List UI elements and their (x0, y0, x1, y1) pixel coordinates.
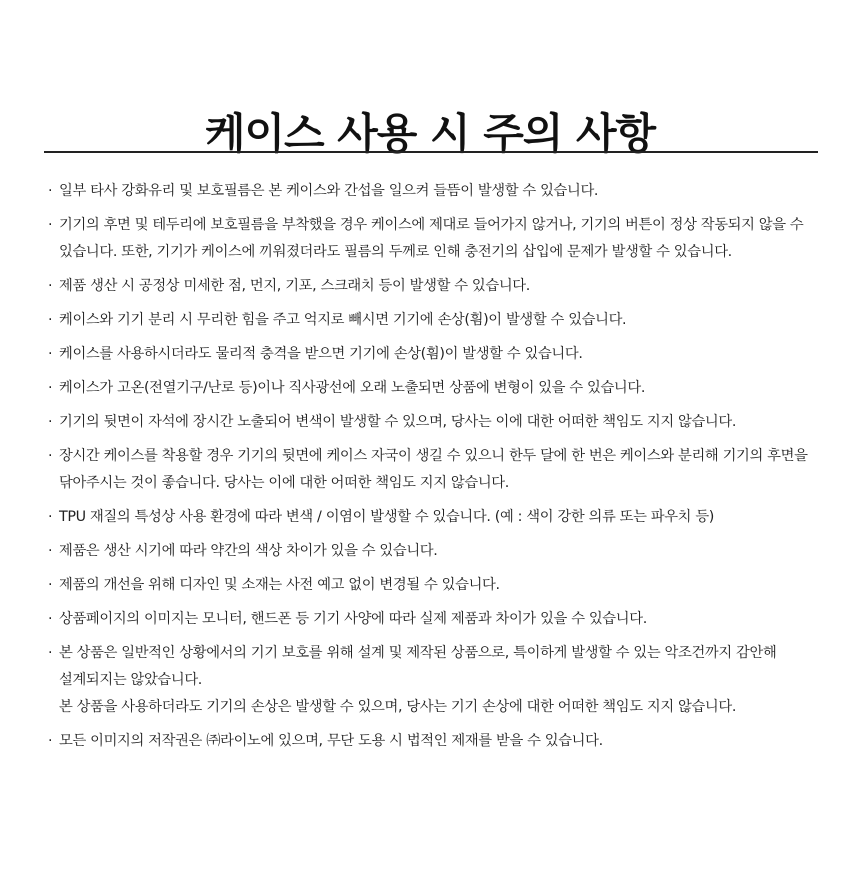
caution-text: 제품의 개선을 위해 디자인 및 소재는 사전 예고 없이 변경될 수 있습니다. (59, 577, 500, 593)
caution-item (46, 538, 826, 565)
caution-text: 기기의 후면 및 테두리에 보호필름을 부착했을 경우 케이스에 제대로 들어가지 않거나, 기기의 버튼이 정상 작동되지 않을 수 (59, 217, 804, 233)
bullet-mark: · (48, 645, 53, 661)
caution-text: 일부 타사 강화유리 및 보호필름은 본 케이스와 간섭을 일으켜 들뜸이 발생할 수 있습니다. (59, 183, 599, 199)
title-divider (44, 151, 818, 153)
bullet-mark: · (48, 577, 53, 593)
caution-text: TPU 재질의 특성상 사용 환경에 따라 변색 / 이염이 발생할 수 있습니다. (예 : 색이 강한 의류 또는 파우치 등) (59, 509, 715, 525)
caution-text: 제품 생산 시 공정상 미세한 점, 먼지, 기포, 스크래치 등이 발생할 수 있습니다. (59, 278, 530, 294)
caution-text: 모든 이미지의 저작권은 ㈜라이노에 있으며, 무단 도용 시 법적인 제재를 받을 수 있습니다. (59, 733, 603, 749)
caution-text: 있습니다. 또한, 기기가 케이스에 끼워졌더라도 필름의 두께로 인해 충전기의 삽입에 문제가 발생할 수 있습니다. (59, 244, 732, 260)
bullet-mark: · (48, 183, 53, 199)
caution-text: 케이스와 기기 분리 시 무리한 힘을 주고 억지로 빼시면 기기에 손상(흼)이 발생할 수 있습니다. (59, 312, 627, 328)
caution-item (46, 728, 826, 755)
caution-item (46, 640, 826, 721)
bullet-mark: · (48, 217, 53, 233)
bullet-mark: · (48, 380, 53, 396)
caution-item (46, 375, 826, 402)
caution-text: 장시간 케이스를 착용할 경우 기기의 뒷면에 케이스 자국이 생길 수 있으니 한두 달에 한 번은 케이스와 분리해 기기의 후면을 (59, 448, 808, 464)
caution-text: 닦아주시는 것이 좋습니다. 당사는 이에 대한 어떠한 책임도 지지 않습니다. (59, 475, 509, 491)
caution-item (46, 606, 826, 633)
caution-item (46, 443, 826, 497)
bullet-mark: · (48, 733, 53, 749)
caution-text: 케이스를 사용하시더라도 물리적 충격을 받으면 기기에 손상(흼)이 발생할 수 있습니다. (59, 346, 583, 362)
bullet-mark: · (48, 543, 53, 559)
bullet-mark: · (48, 414, 53, 430)
caution-item (46, 341, 826, 368)
bullet-mark: · (48, 509, 53, 525)
caution-text: 기기의 뒷면이 자석에 장시간 노출되어 변색이 발생할 수 있으며, 당사는 이에 대한 어떠한 책임도 지지 않습니다. (59, 414, 737, 430)
caution-text: 본 상품을 사용하더라도 기기의 손상은 발생할 수 있으며, 당사는 기기 손상에 대한 어떠한 책임도 지지 않습니다. (59, 699, 737, 715)
caution-item (46, 178, 826, 205)
bullet-mark: · (48, 312, 53, 328)
caution-text: 케이스가 고온(전열기구/난로 등)이나 직사광선에 오래 노출되면 상품에 변형이 있을 수 있습니다. (59, 380, 646, 396)
caution-item (46, 212, 826, 266)
caution-text: 설계되지는 않았습니다. (59, 672, 202, 688)
bullet-mark: · (48, 611, 53, 627)
caution-text: 상품페이지의 이미지는 모니터, 핸드폰 등 기기 사양에 따라 실제 제품과 차이가 있을 수 있습니다. (59, 611, 647, 627)
caution-text: 본 상품은 일반적인 상황에서의 기기 보호를 위해 설계 및 제작된 상품으로, 특이하게 발생할 수 있는 악조건까지 감안해 (59, 645, 777, 661)
bullet-mark: · (48, 278, 53, 294)
bullet-mark: · (48, 448, 53, 464)
page-title: 케이스 사용 시 주의 사항 (204, 109, 656, 159)
caution-item (46, 504, 826, 531)
caution-item (46, 409, 826, 436)
caution-list (46, 178, 826, 762)
caution-item (46, 273, 826, 300)
caution-text: 제품은 생산 시기에 따라 약간의 색상 차이가 있을 수 있습니다. (59, 543, 438, 559)
bullet-mark: · (48, 346, 53, 362)
caution-item (46, 307, 826, 334)
caution-item (46, 572, 826, 599)
